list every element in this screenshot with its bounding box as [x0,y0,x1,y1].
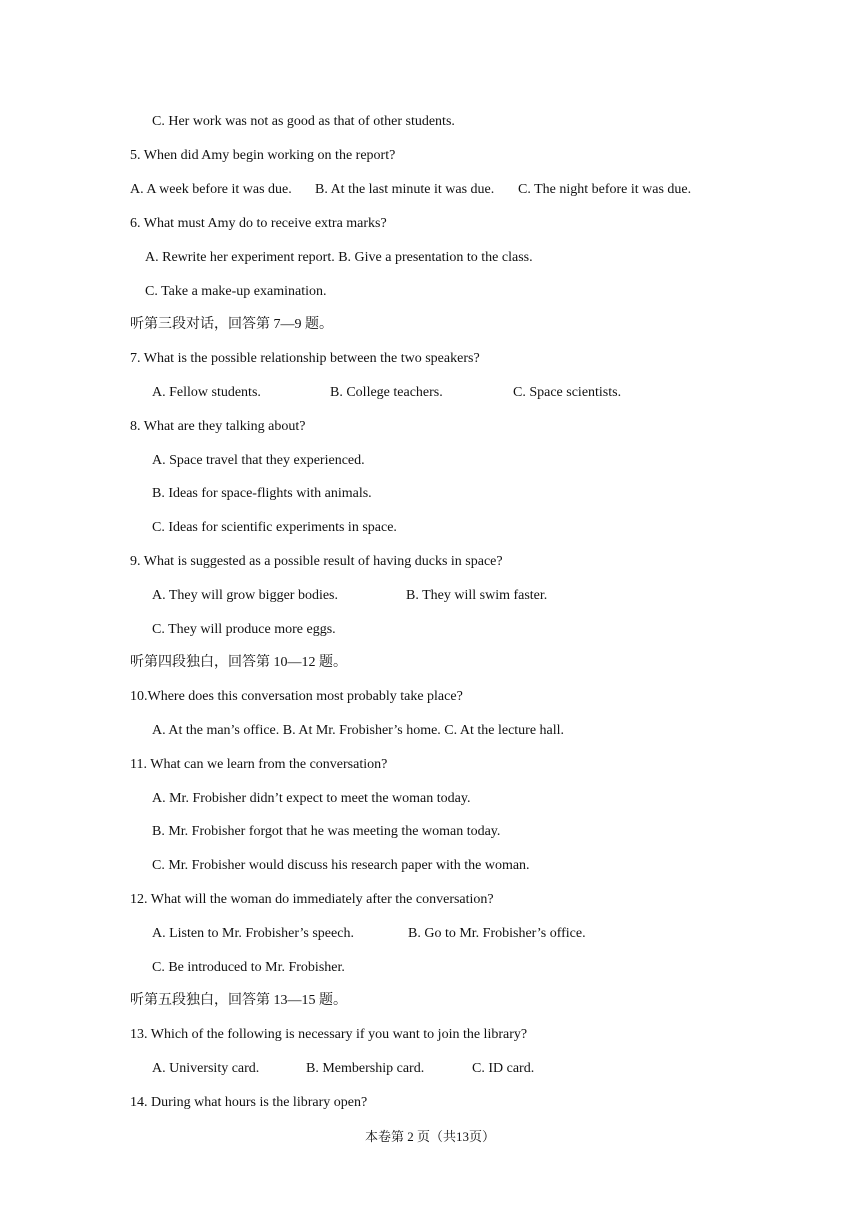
question-13: 13. Which of the following is necessary if you want to join the library? [130,1027,528,1042]
section-4-instruction: 听第四段独白，回答第 10—12 题。 [130,655,347,670]
q6-option-c: C. Take a make-up examination. [145,284,327,299]
q11-option-c: C. Mr. Frobisher would discuss his research paper with the woman. [152,858,530,873]
question-9: 9. What is suggested as a possible result of having ducks in space? [130,554,503,569]
q13-option-c: C. ID card. [472,1061,535,1076]
question-8: 8. What are they talking about? [130,419,306,434]
q8-option-c: C. Ideas for scientific experiments in space. [152,520,397,535]
page-footer: 本卷第 2 页（共13页） [364,1129,495,1144]
question-5: 5. When did Amy begin working on the report? [130,148,396,163]
q10-options: A. At the man’s office. B. At Mr. Frobisher’s home. C. At the lecture hall. [152,723,565,738]
q11-option-b: B. Mr. Frobisher forgot that he was meeting the woman today. [152,824,501,839]
question-10: 10.Where does this conversation most probably take place? [130,689,463,704]
q5-option-b: B. At the last minute it was due. [315,182,495,197]
q12-option-b: B. Go to Mr. Frobisher’s office. [408,926,586,941]
question-7: 7. What is the possible relationship between the two speakers? [130,351,480,366]
section-5-instruction: 听第五段独白，回答第 13—15 题。 [130,993,347,1008]
q7-option-c: C. Space scientists. [513,385,622,400]
q13-option-a: A. University card. [152,1061,260,1076]
q8-option-a: A. Space travel that they experienced. [152,453,365,468]
question-12: 12. What will the woman do immediately after the conversation? [130,892,494,907]
q7-option-b: B. College teachers. [330,385,443,400]
q6-options-ab: A. Rewrite her experiment report. B. Give a presentation to the class. [145,250,533,265]
q5-option-a: A. A week before it was due. [130,182,292,197]
q12-option-c: C. Be introduced to Mr. Frobisher. [152,960,345,975]
question-11: 11. What can we learn from the conversation? [130,757,388,772]
section-3-instruction: 听第三段对话，回答第 7—9 题。 [130,317,333,332]
q5-option-c: C. The night before it was due. [518,182,692,197]
q9-option-c: C. They will produce more eggs. [152,622,336,637]
q9-option-b: B. They will swim faster. [406,588,548,603]
q9-option-a: A. They will grow bigger bodies. [152,588,338,603]
question-14: 14. During what hours is the library open? [130,1095,368,1110]
question-6: 6. What must Amy do to receive extra marks? [130,216,387,231]
q12-option-a: A. Listen to Mr. Frobisher’s speech. [152,926,354,941]
q8-option-b: B. Ideas for space-flights with animals. [152,486,372,501]
q4-option-c: C. Her work was not as good as that of other students. [152,114,455,129]
q11-option-a: A. Mr. Frobisher didn’t expect to meet the woman today. [152,791,471,806]
q13-option-b: B. Membership card. [306,1061,425,1076]
q7-option-a: A. Fellow students. [152,385,261,400]
